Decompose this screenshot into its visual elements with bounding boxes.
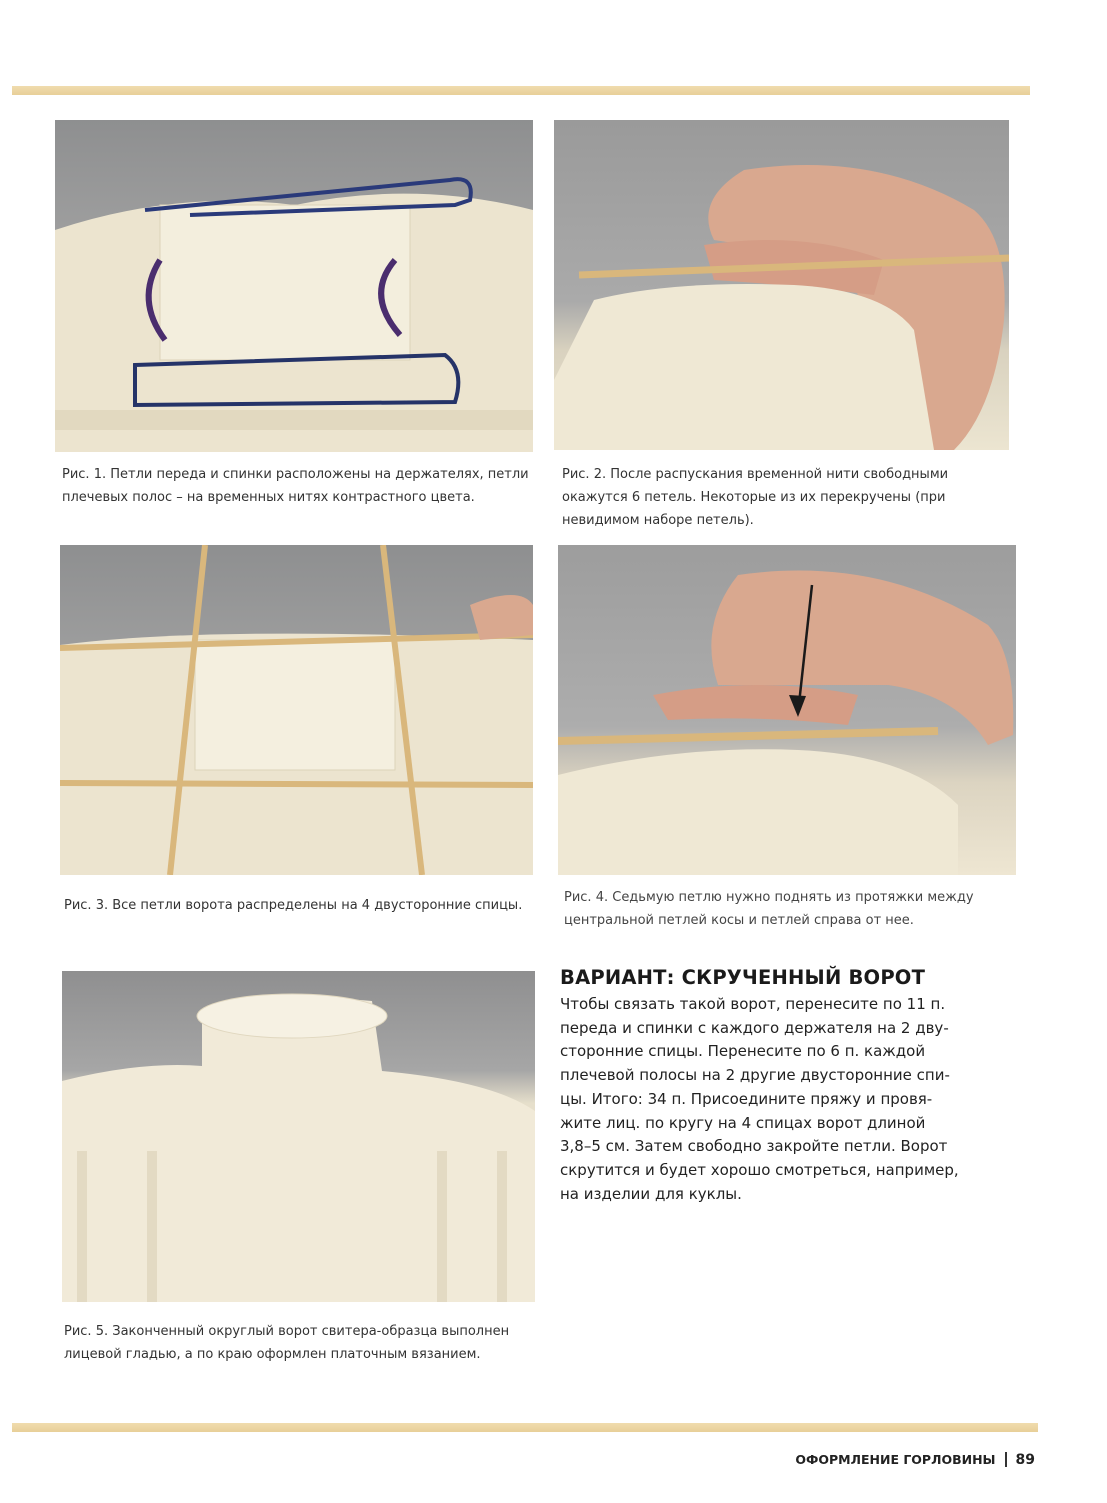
caption-fig-2: Рис. 2. После распускания временной нити свободными окажутся 6 петель. Некоторые из их перекручены (при невидимом наборе петель). [562,467,949,528]
sidebar-line: Чтобы связать такой ворот, перенесите по 11 п. [560,995,946,1013]
photo-stitch-holders [55,120,533,452]
top-rule [12,86,1030,95]
bottom-rule [12,1423,1038,1432]
caption-fig-4: Рис. 4. Седьмую петлю нужно поднять из протяжки между центральной петлей косы и петлей справа от нее. [564,890,974,928]
sidebar-line: плечевой полосы на 2 другие двусторонние спи- [560,1066,950,1085]
photo-four-needles [60,545,533,875]
sidebar-line: скрутится и будет хорошо смотреться, например, [560,1160,959,1179]
sidebar-line: сторонние спицы. Перенесите по 6 п. каждой [560,1042,926,1061]
footer-section-title: ОФОРМЛЕНИЕ ГОРЛОВИНЫ [795,1452,996,1467]
photo-seventh-stitch [558,545,1016,875]
photo-free-stitches [554,120,1009,450]
sidebar-line: жите лиц. по кругу на 4 спицах ворот длиной [560,1113,926,1132]
page-number: 89 [1015,1452,1035,1468]
photo-finished-collar [62,971,535,1302]
sidebar-line: 3,8–5 см. Затем свободно закройте петли. Ворот [560,1137,948,1156]
page-footer [795,1452,1035,1468]
sidebar-heading: ВАРИАНТ: СКРУЧЕННЫЙ ВОРОТ [560,966,926,989]
sidebar-body [560,993,1000,1206]
sidebar-line: цы. Итого: 34 п. Присоедините пряжу и провя- [560,1089,933,1108]
sidebar-line: переда и спинки с каждого держателя на 2 дву- [560,1018,949,1037]
caption-fig-3: Рис. 3. Все петли ворота распределены на 4 двусторонние спицы. [64,898,523,913]
sidebar-line: на изделии для куклы. [560,1184,742,1203]
caption-fig-1: Рис. 1. Петли переда и спинки расположены на держателях, петли плечевых полос – на временных нитях контрастного цвета. [62,467,529,505]
caption-fig-5: Рис. 5. Законченный округлый ворот свитера-образца выполнен лицевой гладью, а по краю оформлен платочным вязанием. [64,1324,510,1362]
footer-separator [1005,1452,1007,1467]
